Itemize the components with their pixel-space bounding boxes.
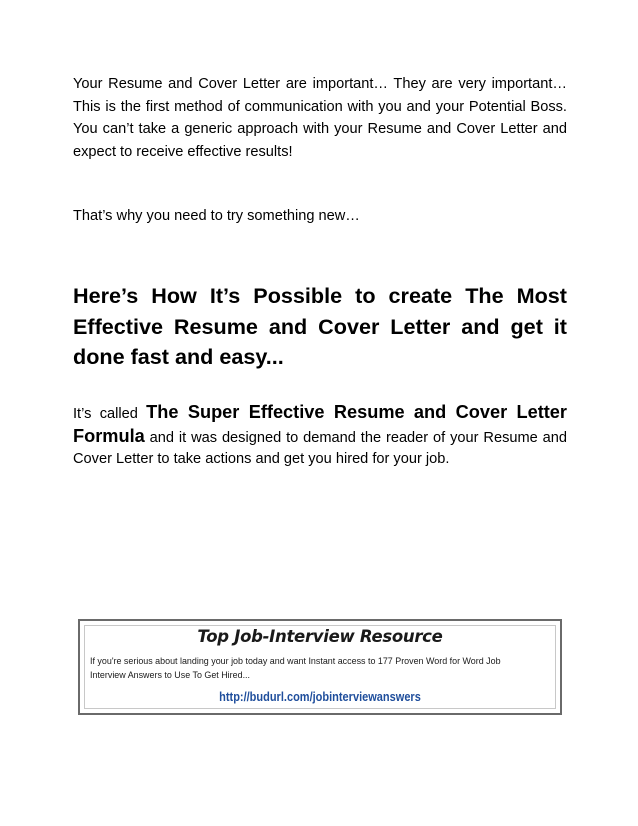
transition-paragraph: That’s why you need to try something new… — [73, 208, 360, 224]
product-paragraph — [73, 402, 567, 471]
product-name: The Super Effective Resume and Cover Letter Formula — [73, 402, 567, 446]
product-description-text: and it was designed to demand the reader of your Resume and Cover Letter to take actions and get you hired for your job. — [73, 429, 567, 467]
ad-title: Top Job-Interview Resource — [197, 627, 443, 646]
ad-banner[interactable] — [78, 619, 562, 715]
section-heading: Here’s How It’s Possible to create The Most Effective Resume and Cover Letter and get it done fast and easy... — [73, 283, 567, 369]
ad-body-text: If you're serious about landing your job today and want Instant access to 177 Proven Word for Word Job Interview Answers to Use To Get Hired... — [90, 656, 501, 681]
ad-link[interactable]: http://budurl.com/jobinterviewanswers — [219, 690, 421, 704]
product-intro-text: It’s called — [73, 406, 147, 422]
intro-paragraph: Your Resume and Cover Letter are important… They are very important… This is the first method of communication with you and your Potential Boss. You can’t take a generic approach with your Resume and Cover Letter and expect to receive effective results! — [73, 76, 567, 160]
